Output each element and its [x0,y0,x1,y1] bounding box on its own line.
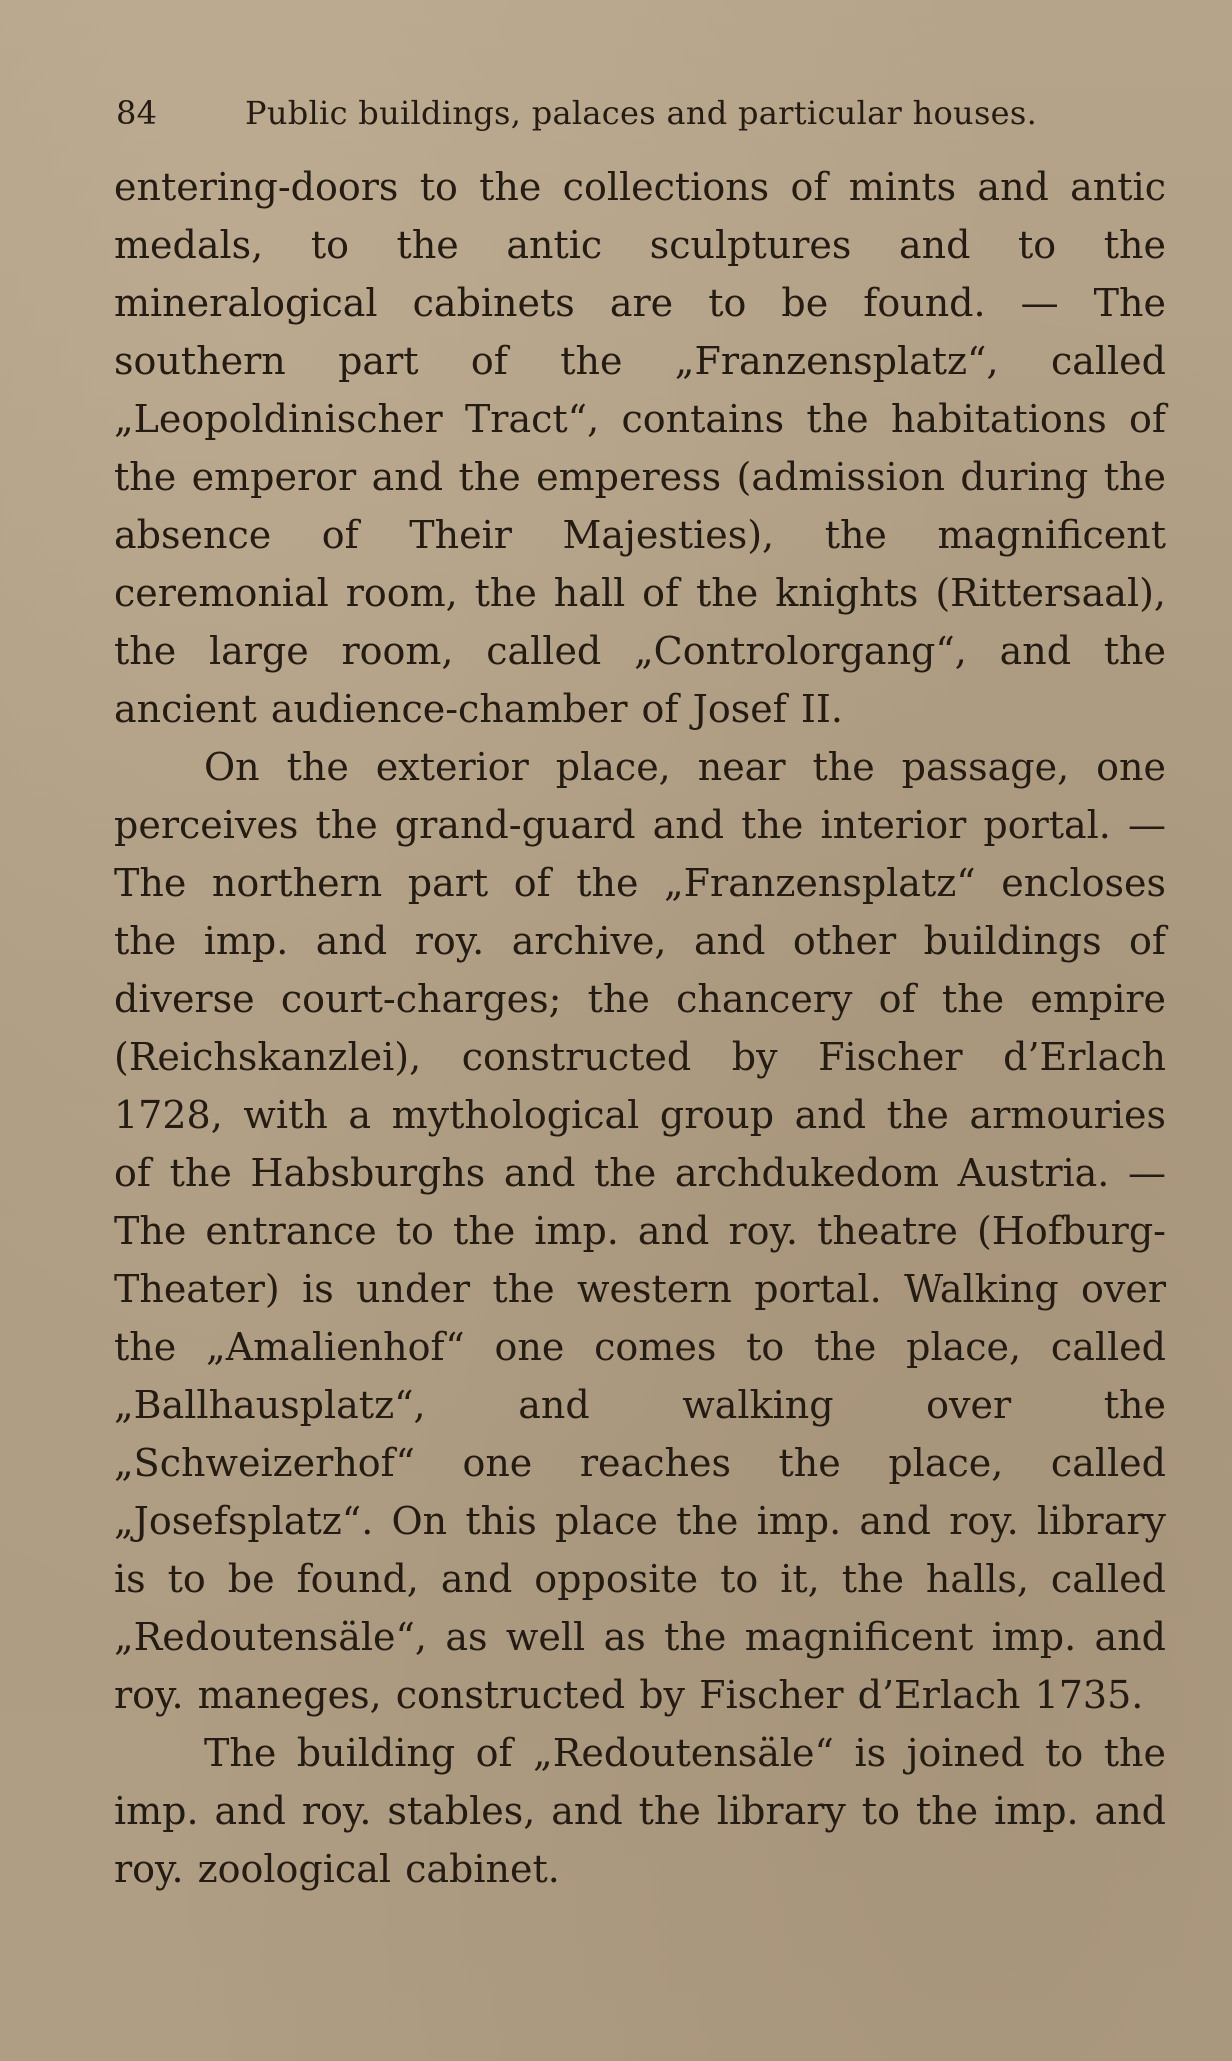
running-head: Public buildings, palaces and particular houses. [245,94,1038,132]
paragraph-3: The building of „Redoutensäle“ is joined to the imp. and roy. stables, and the library to the imp. and roy. zoological cabinet. [114,1731,1166,1891]
page-header [116,88,1116,138]
paragraph-1: entering-doors to the collections of mints and antic medals, to the antic sculptures and to the mineralogical cabinets are to be found. — The southern part of the „Franzensplatz“, called „Leopoldinischer Tract“, contains the habitations of the emperor and the emperess (admission during the absence of Their Majesties), the magnificent ceremonial room, the hall of the knights (Rittersaal), the large room, called „Controlorgang“, and the ancient audience-chamber of Josef II. [114,165,1166,731]
paragraph-2: On the exterior place, near the passage, one perceives the grand-guard and the interior portal. — The northern part of the „Franzensplatz“ encloses the imp. and roy. archive, and other buildings of diverse court-charges; the chancery of the empire (Reichskanzlei), constructed by Fischer d’Erlach 1728, with a mythological group and the armouries of the Habsburghs and the archdukedom Austria. — The entrance to the imp. and roy. theatre (Hofburg-Theater) is under the western portal. Walking over the „Amalienhof“ one comes to the place, called „Ballhausplatz“, and walking over the „Schweizerhof“ one reaches the place, called „Josefsplatz“. On this place the imp. and roy. library is to be found, and opposite to it, the halls, called „Redoutensäle“, as well as the magnificent imp. and roy. maneges, constructed by Fischer d’Erlach 1735. [114,745,1166,1717]
body-text [114,158,1166,1898]
page-number: 84 [116,94,158,132]
